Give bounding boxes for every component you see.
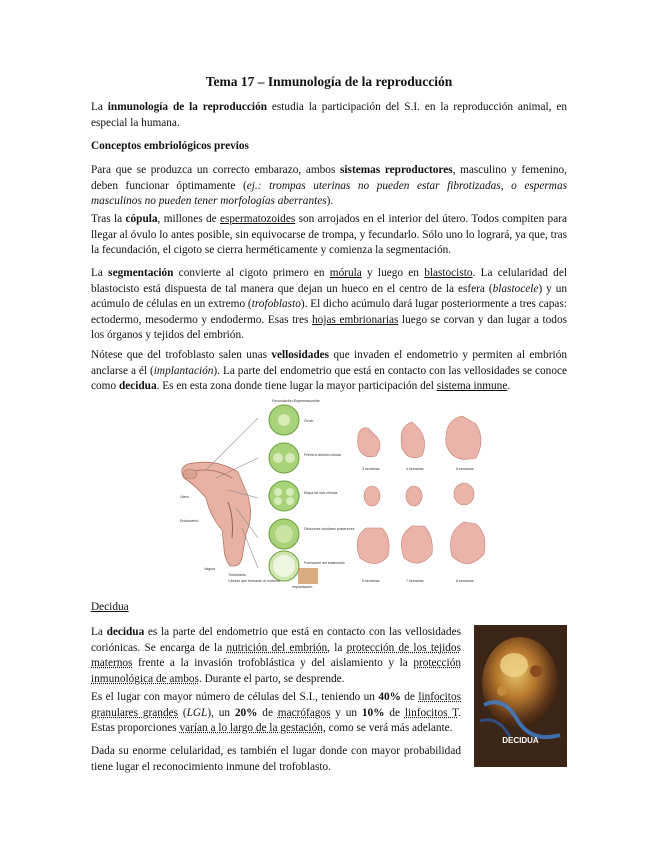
section-heading-decidua: Decidua xyxy=(91,601,129,613)
svg-text:8 semanas: 8 semanas xyxy=(456,579,474,583)
decidua-photo-art xyxy=(474,625,567,767)
svg-text:Útero: Útero xyxy=(180,495,189,499)
paragraph-decidua: La decidua es la parte del endometrio que está en contacto con las vellosidades coriónicas. Se encarga de la nutrición del embrión, la protección de los tejidos maternos frente a la invasión trofoblástica y del aislamiento y la protección inmunológica de ambos. Durante el parto, se desprende. xyxy=(91,626,461,685)
svg-text:6 semanas: 6 semanas xyxy=(362,579,380,583)
svg-text:3 semanas: 3 semanas xyxy=(362,467,380,471)
svg-text:7 semanas: 7 semanas xyxy=(406,579,424,583)
paragraph-celulas: Es el lugar con mayor número de células del S.I., teniendo un 40% de linfocitos granulares grandes (LGL), un 20% de macrófagos y un 10% de linfocitos T. Estas proporciones varían a lo largo de la gestación, como se verá más adelante. xyxy=(91,691,461,735)
paragraph-reconocimiento: Dada su enorme celularidad, es también el lugar donde con mayor probabilidad tiene lugar el reconocimiento inmune del trofoblasto. xyxy=(91,745,461,773)
svg-text:Primera división celular: Primera división celular xyxy=(304,453,342,457)
paragraph-copula: Tras la cópula, millones de espermatozoides son arrojados en el interior del útero. Todos compiten para llegar al óvulo lo antes posible, sin equivocarse de trompa, y fecundarlo. Sólo uno lo logrará, ya que, tras la fecundación, el cigoto se cierra herméticamente y comienza la segmentación. xyxy=(91,213,567,257)
embryo-development-figure xyxy=(176,398,516,590)
svg-text:5 semanas: 5 semanas xyxy=(456,467,474,471)
svg-text:4 semanas: 4 semanas xyxy=(406,467,424,471)
paragraph-sistemas: Para que se produzca un correcto embarazo, ambos sistemas reproductores, masculino y femenino, deben funcionar óptimamente (ej.: trompas uterinas no pueden estar fibrotizadas, o espermas masculinos no pueden tener morfologías aberrantes). xyxy=(91,164,568,208)
svg-text:Células que formarán el embrió: Células que formarán el embrión xyxy=(228,579,281,583)
svg-text:Fecundación-Espermatozoide: Fecundación-Espermatozoide xyxy=(272,399,320,403)
page-title: Tema 17 – Inmunología de la reproducción xyxy=(205,74,453,89)
paragraph-segmentacion: La segmentación convierte al cigoto primero en mórula y luego en blastocisto. La celularidad del blastocisto está dispuesta de tal manera que dejan un hueco en el centro de la esfera (blastocele) y un acúmulo de células en un extremo (trofoblasto). El dicho acúmulo dará lugar posteriormente a tres capas: ectodermo, mesodermo y endodermo. Esas tres hojas embrionarias luego se corvan y dan lugar a todos los órganos y tejidos del embrión. xyxy=(91,267,568,342)
svg-text:Endometrio: Endometrio xyxy=(180,519,199,523)
svg-text:Implantación: Implantación xyxy=(292,585,313,589)
paragraph-vellosidades: Nótese que del trofoblasto salen unas vellosidades que invaden el endometrio y permiten al embrión anclarse a él (implantación). La parte del endometrio que está en contacto con las vellosidades se conoce como decidua. Es en esta zona donde tiene lugar la mayor participación del sistema inmune. xyxy=(91,349,567,393)
svg-text:Etapa de dos células: Etapa de dos células xyxy=(304,491,338,495)
svg-text:Formación del blastocisto: Formación del blastocisto xyxy=(304,561,345,565)
svg-text:Vagina: Vagina xyxy=(204,567,215,571)
svg-text:Trofoblasto: Trofoblasto xyxy=(228,573,246,577)
section-heading-embriologia: Conceptos embriológicos previos xyxy=(91,140,249,152)
svg-text:Óvulo: Óvulo xyxy=(304,419,314,423)
decidua-photo-label: DECIDUA xyxy=(502,736,539,745)
decidua-photo xyxy=(474,625,567,767)
intro-paragraph: La inmunología de la reproducción estudia la participación del S.I. en la reproducción animal, en especial la humana. xyxy=(91,101,567,129)
svg-text:Divisiones celulares posterior: Divisiones celulares posteriores xyxy=(304,527,355,531)
